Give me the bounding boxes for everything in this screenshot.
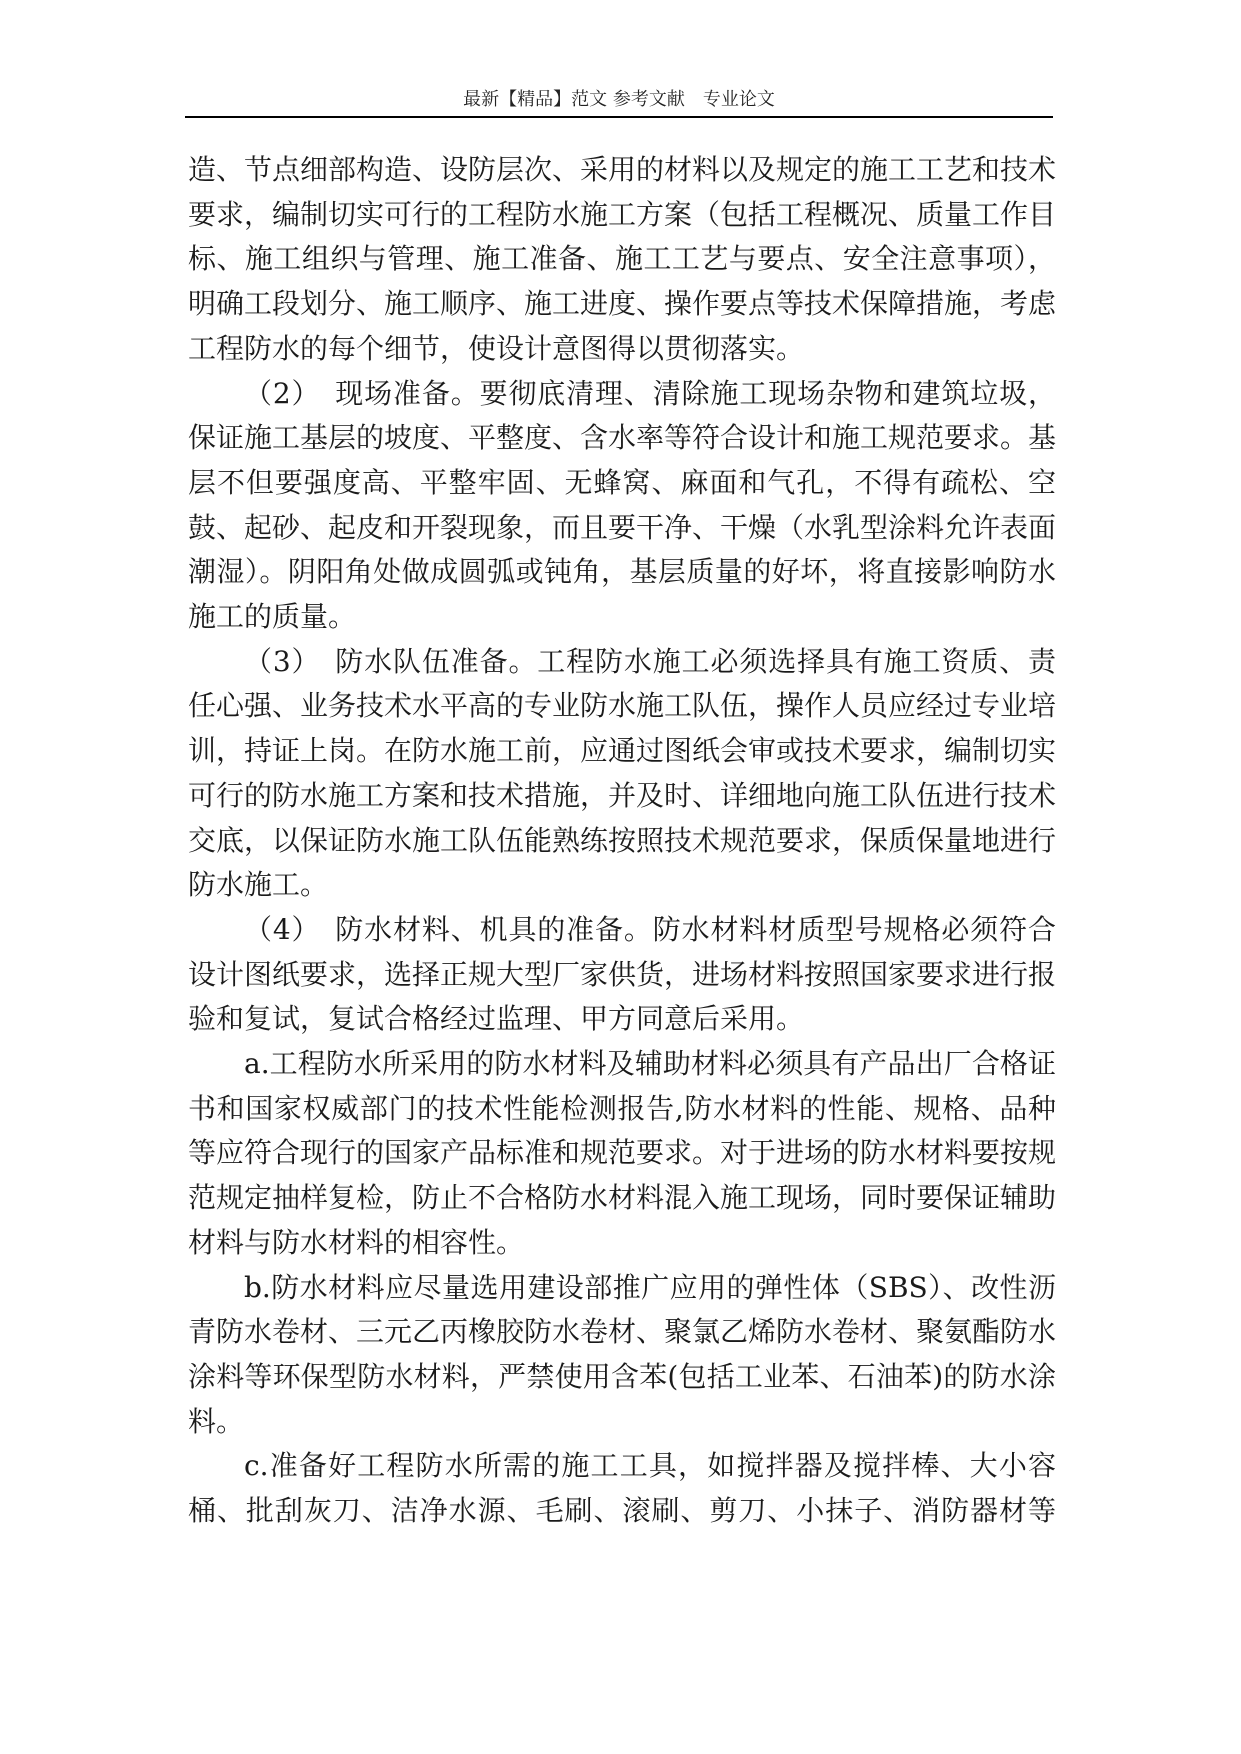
paragraph-materials-preparation: （4） 防水材料、机具的准备。防水材料材质型号规格必须符合设计图纸要求，选择正规大型厂家供货，进场材料按照国家要求进行报验和复试，复试合格经过监理、甲方同意后采用。 xyxy=(188,912,1057,1036)
paragraph-design-continuation: 造、节点细部构造、设防层次、采用的材料以及规定的施工工艺和技术要求，编制切实可行的工程防水施工方案（包括工程概况、质量工作目标、施工组织与管理、施工准备、施工工艺与要点、安全注意事项），明确工段划分、施工顺序、施工进度、操作要点等技术保障措施，考虑工程防水的每个细节，使设计意图得以贯彻落实。 xyxy=(188,153,1057,365)
paragraph-team-preparation: （3） 防水队伍准备。工程防水施工必须选择具有施工资质、责任心强、业务技术水平高的专业防水施工队伍，操作人员应经过专业培训，持证上岗。在防水施工前，应通过图纸会审或技术要求，编制切实可行的防水施工方案和技术措施，并及时、详细地向施工队伍进行技术交底，以保证防水施工队伍能熟练按照技术规范要求，保质保量地进行防水施工。 xyxy=(188,644,1057,902)
page-header: 最新【精品】范文 参考文献 专业论文 xyxy=(185,84,1053,118)
paragraph-item-b: b.防水材料应尽量选用建设部推广应用的弹性体（SBS）、改性沥青防水卷材、三元乙丙橡胶防水卷材、聚氯乙烯防水卷材、聚氨酯防水涂料等环保型防水材料，严禁使用含苯(包括工业苯、石油苯)的防水涂料。 xyxy=(188,1270,1057,1438)
document-body xyxy=(188,148,1056,1534)
paragraph-item-a: a.工程防水所采用的防水材料及辅助材料必须具有产品出厂合格证书和国家权威部门的技术性能检测报告,防水材料的性能、规格、品种等应符合现行的国家产品标准和规范要求。对于进场的防水材料要按规范规定抽样复检，防止不合格防水材料混入施工现场，同时要保证辅助材料与防水材料的相容性。 xyxy=(188,1047,1057,1259)
paragraph-item-c: c.准备好工程防水所需的施工工具，如搅拌器及搅拌棒、大小容桶、批刮灰刀、洁净水源、毛刷、滚刷、剪刀、小抹子、消防器材等 xyxy=(188,1449,1056,1528)
paragraph-site-preparation: （2） 现场准备。要彻底清理、清除施工现场杂物和建筑垃圾，保证施工基层的坡度、平整度、含水率等符合设计和施工规范要求。基层不但要强度高、平整牢固、无蜂窝、麻面和气孔，不得有疏松、空鼓、起砂、起皮和开裂现象，而且要干净、干燥（水乳型涂料允许表面潮湿）。阴阳角处做成圆弧或钝角，基层质量的好坏，将直接影响防水施工的质量。 xyxy=(188,376,1057,634)
